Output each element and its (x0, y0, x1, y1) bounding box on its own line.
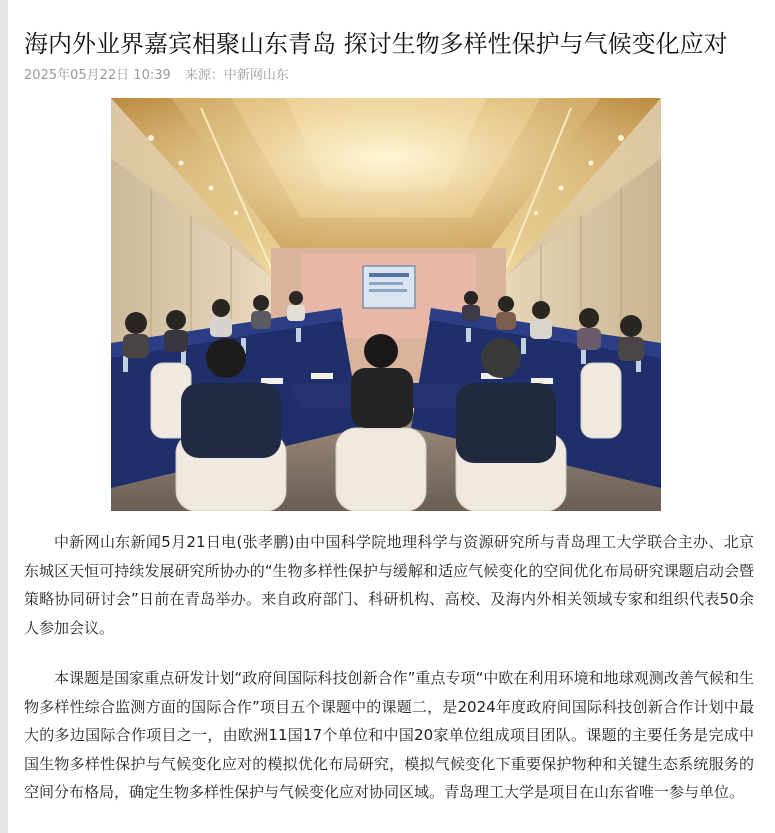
source-name: 中新网山东 (223, 68, 289, 83)
conference-photo (111, 98, 661, 511)
paragraph-1: 中新网山东新闻5月21日电(张孝鹏)由中国科学院地理科学与资源研究所与青岛理工大学联合主办、北京东城区天恒可持续发展研究所协办的“生物多样性保护与缓解和适应气候变化的空间优化布局研究课题启动会暨策略协同研讨会”日前在青岛举办。来自政府部门、科研机构、高校、及海内外相关领域专家和组织代表50余人参加会议。 (24, 533, 754, 637)
source-label: 来源： (184, 68, 224, 83)
article-title: 海内外业界嘉宾相聚山东青岛 探讨生物多样性保护与气候变化应对 (24, 30, 728, 58)
article (24, 0, 760, 801)
photo-illustration (111, 98, 661, 511)
publish-date: 2025年05月22日 10:39 (24, 68, 171, 83)
article-body (24, 528, 754, 829)
paragraph-2: 本课题是国家重点研发计划“政府间国际科技创新合作”重点专项“中欧在利用环境和地球观测改善气候和生物多样性综合监测方面的国际合作”项目五个课题中的课题二，是2024年度政府间国际科技创新合作计划中最大的多边国际合作项目之一，由欧洲11国17个单位和中国20家单位组成项目团队。课题的主要任务是完成中国生物多样性保护与气候变化应对的模拟优化布局研究，模拟气候变化下重要保护物种和关键生态系统服务的空间分布格局，确定生物多样性保护与气候变化应对协同区域。青岛理工大学是项目在山东省唯一参与单位。 (24, 669, 754, 801)
left-rail (0, 0, 8, 833)
article-meta (24, 67, 760, 85)
